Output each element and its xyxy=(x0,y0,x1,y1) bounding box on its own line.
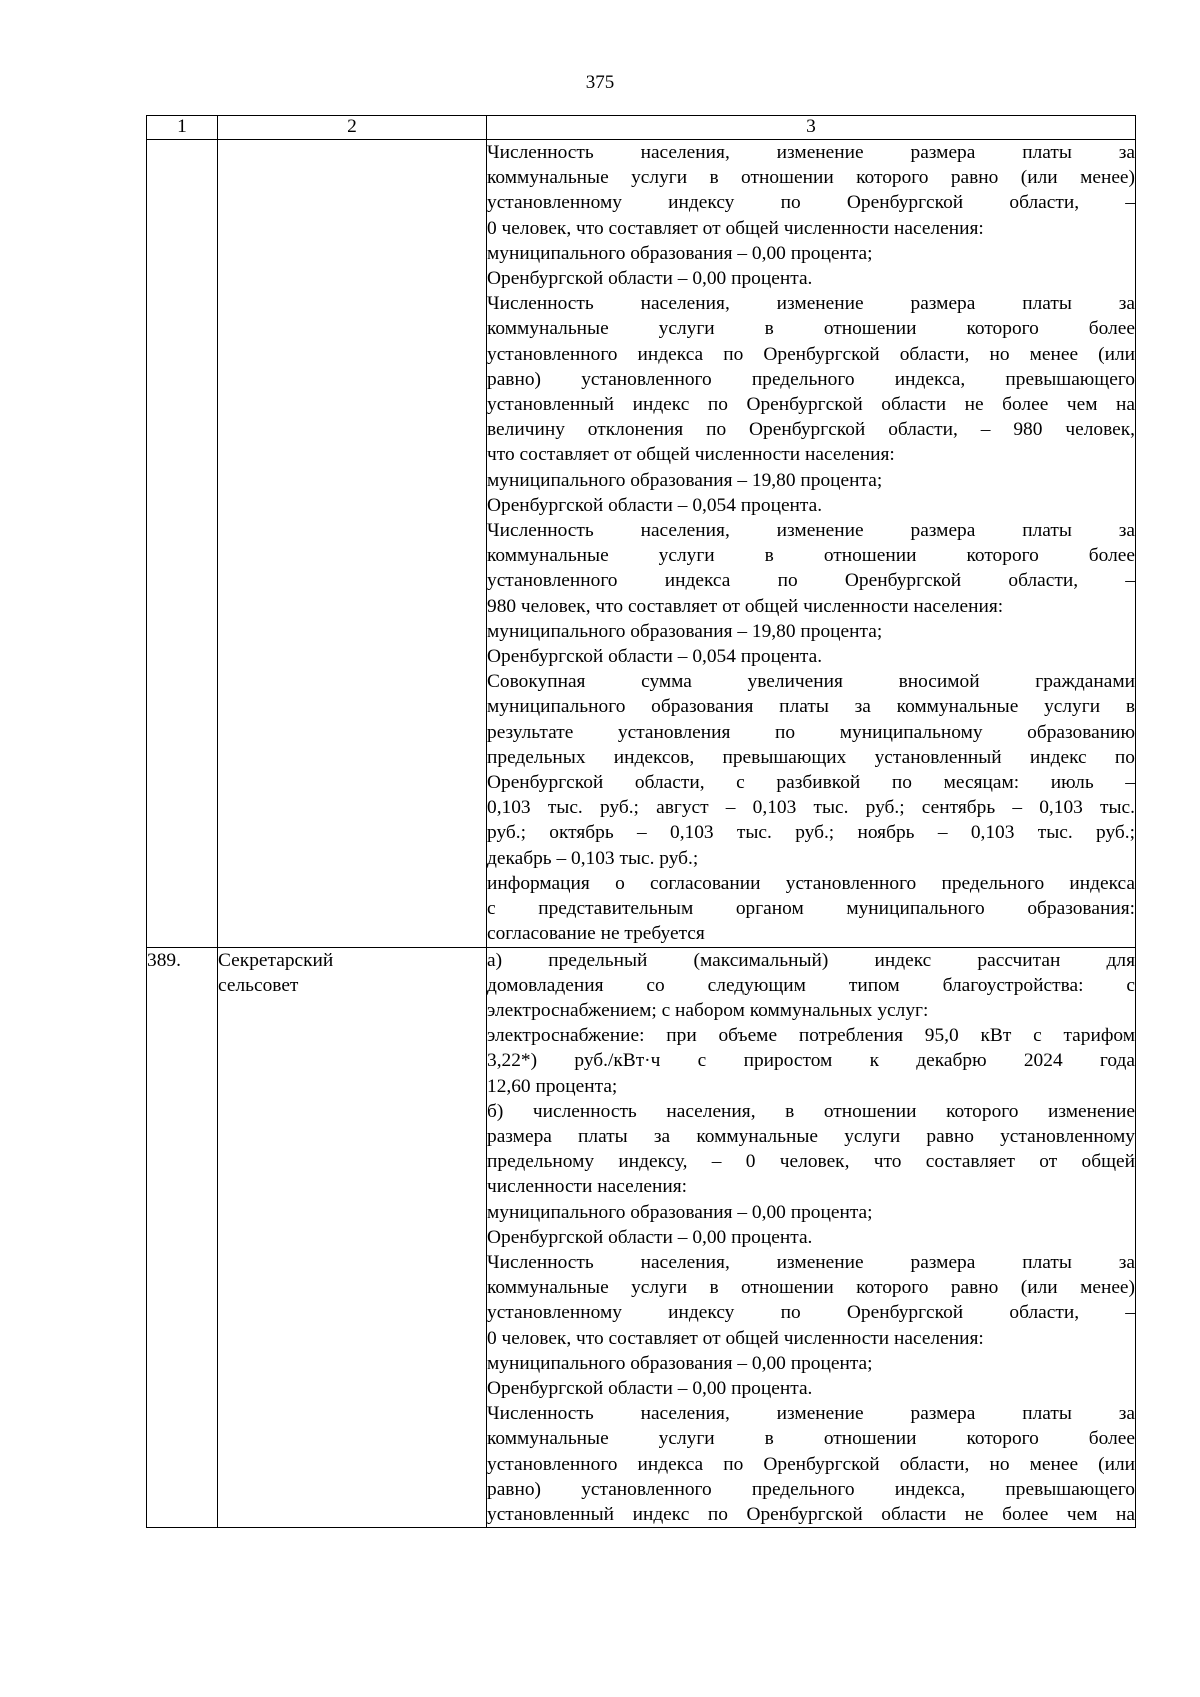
text-line: муниципального образования – 0,00 процента; xyxy=(487,242,873,264)
text-line: результате установления по муниципальному образованию xyxy=(487,721,1135,743)
text-line: равно) установленного предельного индекса, превышающего xyxy=(487,1478,1135,1500)
text-line: муниципального образования – 19,80 процента; xyxy=(487,469,883,491)
text-line: Численность населения, изменение размера платы за xyxy=(487,293,1135,315)
text-line: коммунальные услуги в отношении которого равно (или менее) xyxy=(487,1277,1135,1299)
text-line: установленный индекс по Оренбургской области не более чем на xyxy=(487,1503,1135,1525)
text-line: с представительным органом муниципального образования: xyxy=(487,898,1135,920)
row-number: 389. xyxy=(147,947,218,1528)
text-line: 3,22*) руб./кВт·ч с приростом к декабрю 2024 года xyxy=(487,1050,1135,1072)
data-table xyxy=(146,115,1136,1528)
text-line: установленный индекс по Оренбургской области не более чем на xyxy=(487,394,1135,416)
text-line: предельному индексу, – 0 человек, что составляет от общей xyxy=(487,1151,1135,1173)
text-line: установленного индекса по Оренбургской области, – xyxy=(487,570,1135,592)
text-line: численности населения: xyxy=(487,1176,688,1198)
text-line: 0 человек, что составляет от общей численности населения: xyxy=(487,1327,984,1349)
text-line: коммунальные услуги в отношении которого равно (или менее) xyxy=(487,167,1135,189)
text-line: коммунальные услуги в отношении которого более xyxy=(487,545,1135,567)
text-line: Численность населения, изменение размера платы за xyxy=(487,1251,1135,1273)
text-line: Оренбургской области – 0,00 процента. xyxy=(487,1377,813,1399)
row-description xyxy=(487,947,1136,1528)
text-line: Совокупная сумма увеличения вносимой гражданами xyxy=(487,671,1135,693)
text-line: муниципального образования – 19,80 процента; xyxy=(487,620,883,642)
text-line: муниципального образования – 0,00 процента; xyxy=(487,1201,873,1223)
text-line: согласование не требуется xyxy=(487,923,705,945)
text-line: электроснабжение: при объеме потребления 95,0 кВт с тарифом xyxy=(487,1025,1135,1047)
text-line: муниципального образования – 0,00 процента; xyxy=(487,1352,873,1374)
text-line: что составляет от общей численности населения: xyxy=(487,444,895,466)
text-line: установленному индексу по Оренбургской области, – xyxy=(487,192,1135,214)
text-line: Оренбургской области – 0,054 процента. xyxy=(487,646,823,668)
text-line: предельных индексов, превышающих установленный индекс по xyxy=(487,746,1135,768)
text-line: величину отклонения по Оренбургской области, – 980 человек, xyxy=(487,419,1135,441)
text-line: Численность населения, изменение размера платы за xyxy=(487,520,1135,542)
text-line: б) численность населения, в отношении которого изменение xyxy=(487,1100,1135,1122)
row-number xyxy=(147,140,218,948)
text-line: 12,60 процента; xyxy=(487,1075,618,1097)
text-line: 0,103 тыс. руб.; август – 0,103 тыс. руб.; сентябрь – 0,103 тыс. xyxy=(487,797,1135,819)
text-line: декабрь – 0,103 тыс. руб.; xyxy=(487,847,699,869)
table-row xyxy=(147,947,1136,1528)
text-line: Оренбургской области – 0,00 процента. xyxy=(487,268,813,290)
text-line: 980 человек, что составляет от общей численности населения: xyxy=(487,595,1004,617)
text-line: коммунальные услуги в отношении которого более xyxy=(487,1428,1135,1450)
text-line: коммунальные услуги в отношении которого более xyxy=(487,318,1135,340)
text-line: муниципального образования платы за коммунальные услуги в xyxy=(487,696,1135,718)
text-line: электроснабжением; с набором коммунальных услуг: xyxy=(487,999,929,1021)
municipality-name xyxy=(218,140,487,948)
row-description xyxy=(487,140,1136,948)
name-line: Секретарский xyxy=(218,949,334,971)
text-line: установленного индекса по Оренбургской области, но менее (или xyxy=(487,343,1135,365)
table-row xyxy=(147,140,1136,948)
text-line: установленному индексу по Оренбургской области, – xyxy=(487,1302,1135,1324)
text-line: установленного индекса по Оренбургской области, но менее (или xyxy=(487,1453,1135,1475)
column-header-3: 3 xyxy=(487,116,1136,140)
page-number: 375 xyxy=(585,72,615,93)
text-line: Оренбургской области, с разбивкой по месяцам: июль – xyxy=(487,772,1135,794)
text-line: Оренбургской области – 0,054 процента. xyxy=(487,494,823,516)
column-header-2: 2 xyxy=(218,116,487,140)
text-line: руб.; октябрь – 0,103 тыс. руб.; ноябрь – 0,103 тыс. руб.; xyxy=(487,822,1135,844)
name-line: сельсовет xyxy=(218,974,299,996)
text-line: информация о согласовании установленного предельного индекса xyxy=(487,872,1135,894)
text-line: Численность населения, изменение размера платы за xyxy=(487,1403,1135,1425)
text-line: а) предельный (максимальный) индекс рассчитан для xyxy=(487,949,1135,971)
text-line: равно) установленного предельного индекса, превышающего xyxy=(487,368,1135,390)
municipality-name xyxy=(218,947,487,1528)
text-line: размера платы за коммунальные услуги равно установленному xyxy=(487,1125,1135,1147)
text-line: Оренбургской области – 0,00 процента. xyxy=(487,1226,813,1248)
table-header-row xyxy=(147,116,1136,140)
text-line: 0 человек, что составляет от общей численности населения: xyxy=(487,217,984,239)
column-header-1: 1 xyxy=(147,116,218,140)
text-line: Численность населения, изменение размера платы за xyxy=(487,142,1135,163)
text-line: домовладения со следующим типом благоустройства: с xyxy=(487,974,1135,996)
